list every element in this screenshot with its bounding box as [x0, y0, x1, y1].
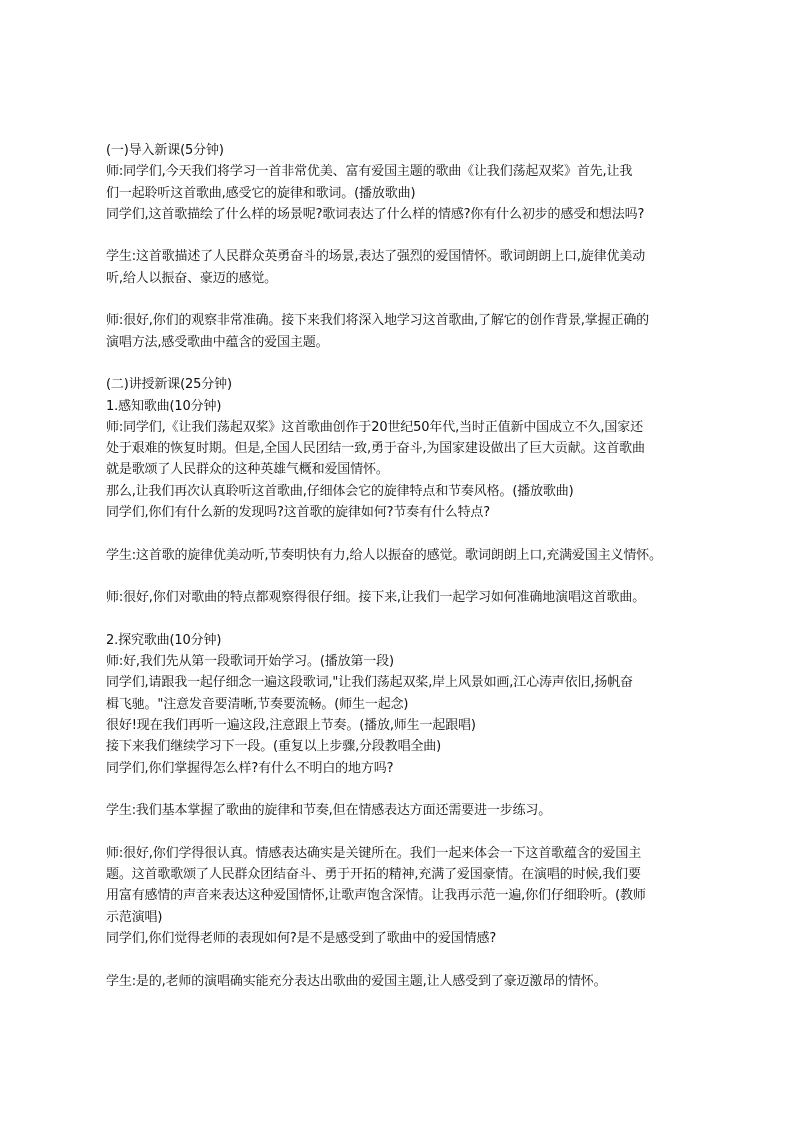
section-heading-teaching: (二)讲授新课(25分钟): [106, 377, 232, 393]
text-line: 师:很好,你们对歌曲的特点都观察得很仔细。接下来,让我们一起学习如何准确地演唱这首歌曲。: [106, 590, 646, 606]
text-line: 学生:我们基本掌握了歌曲的旋律和节奏,但在情感表达方面还需要进一步练习。: [106, 803, 552, 819]
text-line: 听,给人以振奋、豪迈的感觉。: [106, 270, 278, 286]
text-line: 同学们,你们觉得老师的表现如何?是不是感受到了歌曲中的爱国情感?: [106, 930, 497, 946]
text-line: 很好!现在我们再听一遍这段,注意跟上节奏。(播放,师生一起跟唱): [106, 718, 476, 734]
paragraph-gap: [106, 949, 706, 970]
document-body: [106, 140, 706, 992]
text-line: 用富有感情的声音来表达这种爱国情怀,让歌声饱含深情。让我再示范一遍,你们仔细聆听。(教师: [106, 888, 646, 904]
paragraph-gap: [106, 353, 706, 374]
paragraph-gap: [106, 779, 706, 800]
text-line: 学生:这首歌的旋律优美动听,节奏明快有力,给人以振奋的感觉。歌词朗朗上口,充满爱国主义情怀。: [106, 547, 662, 563]
subsection-heading-explore: 2.探究歌曲(10分钟): [106, 632, 222, 648]
text-line: 示范演唱): [106, 909, 163, 925]
text-line: 师:好,我们先从第一段歌词开始学习。(播放第一段): [106, 654, 394, 670]
text-line: 演唱方法,感受歌曲中蕴含的爱国主题。: [106, 334, 329, 350]
text-line: 接下来我们继续学习下一段。(重复以上步骤,分段教唱全曲): [106, 739, 442, 755]
text-line: 就是歌颂了人民群众的这种英雄气概和爱国情怀。: [106, 462, 389, 478]
text-line: 那么,让我们再次认真聆听这首歌曲,仔细体会它的旋律特点和节奏风格。(播放歌曲): [106, 483, 574, 499]
paragraph-gap: [106, 523, 706, 544]
text-line: 同学们,你们掌握得怎么样?有什么不明白的地方吗?: [106, 760, 394, 776]
text-line: 学生:是的,老师的演唱确实能充分表达出歌曲的爱国主题,让人感受到了豪迈激昂的情怀。: [106, 973, 607, 989]
text-line: 同学们,你们有什么新的发现吗?这首歌的旋律如何?节奏有什么特点?: [106, 505, 491, 521]
paragraph-gap: [106, 609, 706, 630]
text-line: 同学们,请跟我一起仔细念一遍这段歌词,"让我们荡起双桨,岸上风景如画,江心涛声依旧,扬帆奋: [106, 675, 633, 691]
paragraph-gap: [106, 566, 706, 587]
text-line: 师:同学们,今天我们将学习一首非常优美、富有爱国主题的歌曲《让我们荡起双桨》首先,让我: [106, 164, 633, 180]
text-line: 师:同学们,《让我们荡起双桨》这首歌曲创作于20世纪50年代,当时正值新中国成立不久,国家还: [106, 419, 643, 435]
text-line: 处于艰难的恢复时期。但是,全国人民团结一致,勇于奋斗,为国家建设做出了巨大贡献。这首歌曲: [106, 441, 645, 457]
text-line: 题。这首歌歌颂了人民群众团结奋斗、勇于开拓的精神,充满了爱国豪情。在演唱的时候,我们要: [106, 867, 641, 883]
text-line: 学生:这首歌描述了人民群众英勇奋斗的场景,表达了强烈的爱国情怀。歌词朗朗上口,旋律优美动: [106, 249, 646, 265]
paragraph-gap: [106, 289, 706, 310]
text-line: 楫飞驰。"注意发音要清晰,节奏要流畅。(师生一起念): [106, 696, 409, 712]
subsection-heading-perceive: 1.感知歌曲(10分钟): [106, 398, 222, 414]
text-line: 师:很好,你们的观察非常准确。接下来我们将深入地学习这首歌曲,了解它的创作背景,掌握正确的: [106, 313, 650, 329]
paragraph-gap: [106, 225, 706, 246]
section-heading-intro: (一)导入新课(5分钟): [106, 143, 224, 158]
paragraph-gap: [106, 822, 706, 843]
text-line: 师:很好,你们学得很认真。情感表达确实是关键所在。我们一起来体会一下这首歌蕴含的爱国主: [106, 845, 642, 861]
text-line: 们一起聆听这首歌曲,感受它的旋律和歌词。(播放歌曲): [106, 185, 416, 201]
text-line: 同学们,这首歌描绘了什么样的场景呢?歌词表达了什么样的情感?你有什么初步的感受和想法吗?: [106, 206, 645, 222]
